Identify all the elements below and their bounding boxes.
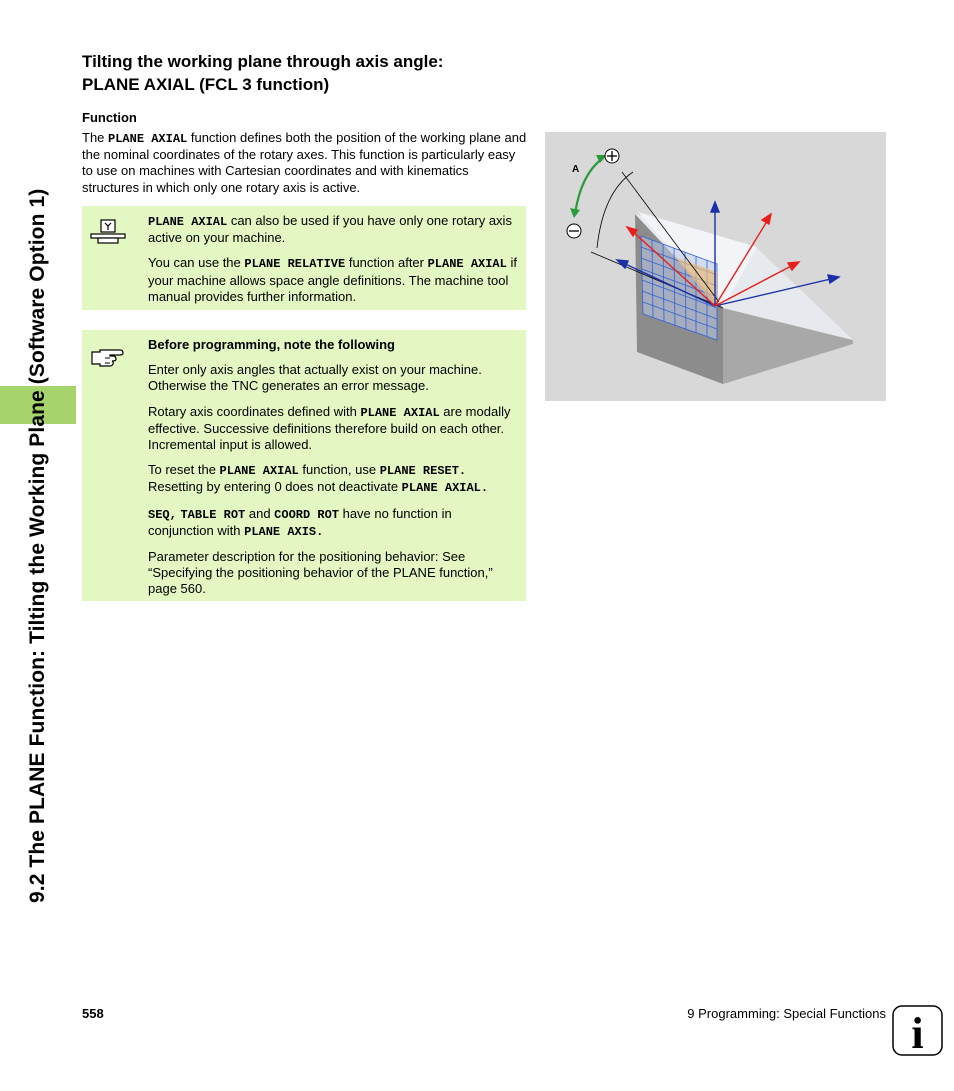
angle-arc (597, 172, 633, 248)
note-text: have no function in conjunction with (148, 505, 452, 538)
code-plane-axial: PLANE AXIAL (148, 215, 228, 229)
machine-icon (90, 218, 126, 246)
machine-note-box (82, 206, 526, 310)
programming-note-p1: Enter only axis angles that actually exist on your machine. Otherwise the TNC generates an error message. (148, 362, 482, 394)
programming-note-p4 (148, 506, 520, 540)
section-title-line-2: PLANE AXIAL (FCL 3 function) (82, 75, 330, 94)
machine-note-p2 (148, 255, 520, 305)
machine-note-p1 (148, 213, 520, 246)
info-glyph: i (911, 1009, 924, 1056)
code-plane-axial: PLANE AXIAL. (401, 481, 489, 496)
intro-text: function defines both the position of the working plane and the nominal coordinates of the rotary axes. This function is particularly easy to use on machines with Cartesian coordinates and with kinematics structures in which only one rotary axis is active. (82, 130, 527, 195)
section-title (82, 50, 542, 96)
arrowhead (762, 214, 771, 224)
intro-text: The (82, 130, 109, 145)
minus-symbol (567, 224, 581, 238)
programming-note-p2 (148, 404, 520, 454)
note-text: You can use the (148, 255, 245, 271)
pointing-hand-icon (90, 342, 126, 370)
info-icon (892, 1005, 943, 1056)
programming-note-body (148, 337, 520, 607)
note-text: Rotary axis coordinates defined with (148, 403, 361, 419)
code-plane-axis: PLANE AXIS. (244, 524, 324, 539)
code-table-rot: TABLE ROT (180, 507, 246, 522)
arrowhead (788, 262, 799, 270)
arrowhead (828, 275, 839, 283)
programming-note-heading: Before programming, note the following (148, 337, 395, 352)
note-text: can also be used if you have only one rotary axis active on your machine. (148, 213, 512, 246)
plus-symbol (605, 149, 619, 163)
code-plane-axial: PLANE AXIAL (360, 405, 440, 420)
note-text: To reset the (148, 462, 220, 478)
code-plane-axial: PLANE AXIAL (427, 257, 507, 272)
code-seq: SEQ, (148, 507, 177, 522)
code-plane-axial: PLANE AXIAL (219, 464, 299, 479)
chapter-footer: 9 Programming: Special Functions (687, 1006, 886, 1021)
plane-axial-diagram (545, 132, 886, 401)
code-plane-axial: PLANE AXIAL (108, 132, 188, 146)
note-text: Resetting by entering 0 does not deactivate (148, 479, 402, 495)
programming-note-p5: Parameter description for the positioning behavior: See “Specifying the positioning behavior of the PLANE function,” page 560. (148, 549, 493, 597)
page-number: 558 (82, 1006, 104, 1021)
note-text: are modally effective. Successive definitions therefore build on each other. Incremental input is allowed. (148, 403, 511, 453)
programming-note-p3 (148, 462, 520, 496)
plane-axial-illustration (545, 132, 886, 401)
arrowhead (711, 202, 719, 212)
subheading-function: Function (82, 110, 137, 125)
machine-note-body (148, 213, 520, 314)
note-text: function after (345, 255, 428, 271)
code-plane-reset: PLANE RESET. (379, 464, 467, 479)
note-text: and (245, 505, 275, 521)
axis-label-a: A (572, 164, 580, 175)
code-coord-rot: COORD ROT (274, 507, 339, 522)
arc-arrowhead-bottom (570, 208, 580, 218)
running-chapter-title: 9.2 The PLANE Function: Tilting the Working Plane (Software Option 1) (26, 188, 49, 903)
code-plane-relative: PLANE RELATIVE (244, 257, 346, 272)
programming-note-box (82, 330, 526, 601)
note-text: function, use (298, 462, 380, 478)
intro-paragraph (82, 130, 527, 196)
section-title-line-1: Tilting the working plane through axis angle: (82, 52, 444, 71)
note-text: if your machine allows space angle definitions. The machine tool manual provides further information. (148, 255, 517, 304)
